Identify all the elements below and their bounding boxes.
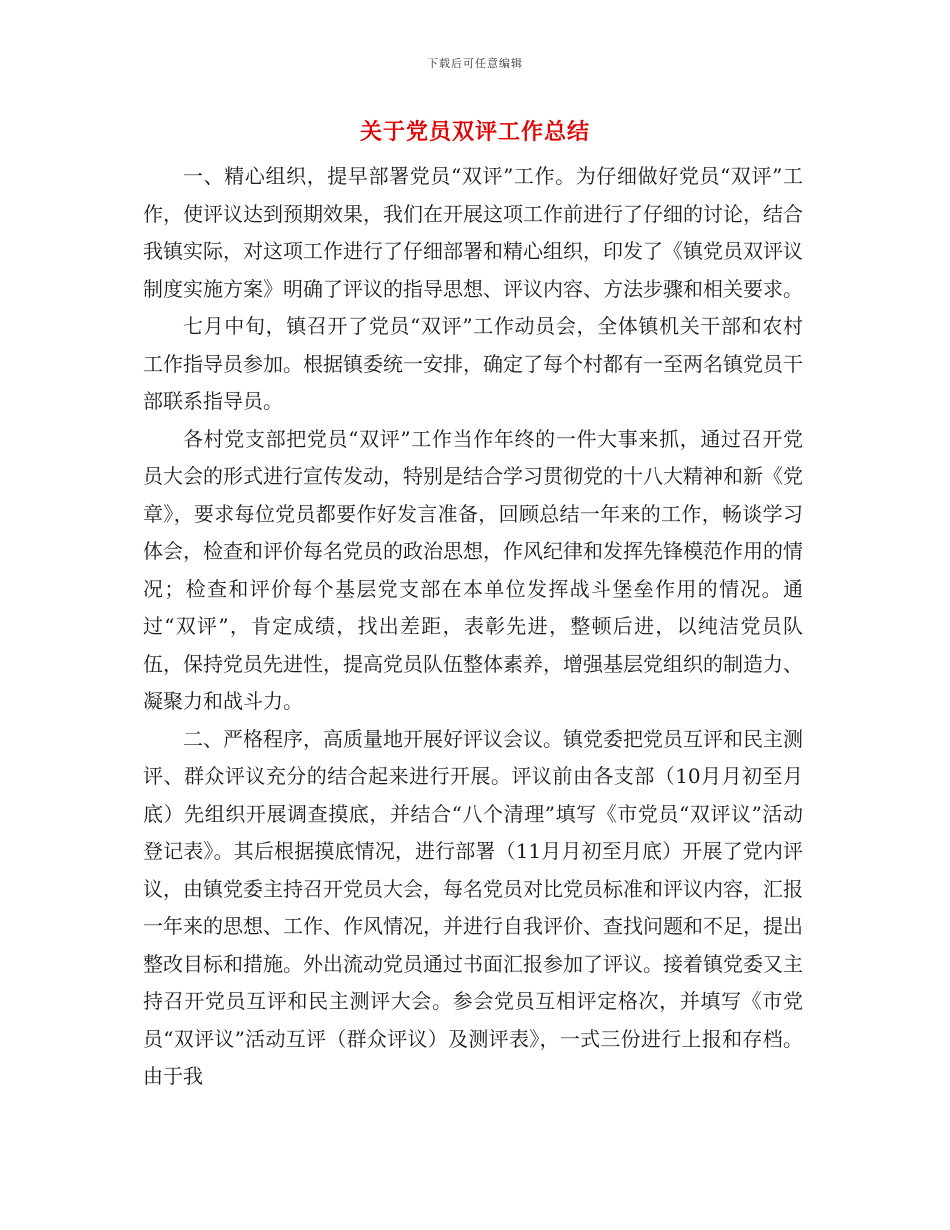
paragraph-2: 七月中旬，镇召开了党员“双评”工作动员会，全体镇机关干部和农村工作指导员参加。根据镇委统一安排，确定了每个村都有一至两名镇党员干部联系指导员。 xyxy=(143,314,803,413)
paragraph-3: 各村党支部把党员“双评”工作当作年终的一件大事来抓，通过召开党员大会的形式进行宣传发动，特别是结合学习贯彻党的十八大精神和新《党章》，要求每位党员都要作好发言准备，回顾总结一年来的工作，畅谈学习体会，检查和评价每名党员的政治思想，作风纪律和发挥先锋模范作用的情况；检查和评价每个基层党支部在本单位发挥战斗堡垒作用的情况。通过“双评”，肯定成绩，找出差距，表彰先进，整顿后进，以纯洁党员队伍，保持党员先进性，提高党员队伍整体素养，增强基层党组织的制造力、凝聚力和战斗力。 xyxy=(143,426,803,713)
paragraph-1: 一、精心组织，提早部署党员“双评”工作。为仔细做好党员“双评”工作，使评议达到预期效果，我们在开展这项工作前进行了仔细的讨论，结合我镇实际，对这项工作进行了仔细部署和精心组织，印发了《镇党员双评议制度实施方案》明确了评议的指导思想、评议内容、方法步骤和相关要求。 xyxy=(143,164,803,301)
document-title: 关于党员双评工作总结 xyxy=(359,120,590,145)
document-body xyxy=(143,158,803,1096)
header-note: 下载后可任意编辑 xyxy=(427,57,523,70)
paragraph-4: 二、严格程序，高质量地开展好评议会议。镇党委把党员互评和民主测评、群众评议充分的结合起来进行开展。评议前由各支部（10月月初至月底）先组织开展调查摸底，并结合“八个清理”填写《市党员“双评议”活动登记表》。其后根据摸底情况，进行部署（11月月初至月底）开展了党内评议，由镇党委主持召开党员大会，每名党员对比党员标准和评议内容，汇报一年来的思想、工作、作风情况，并进行自我评价、查找问题和不足，提出整改目标和措施。外出流动党员通过书面汇报参加了评议。接着镇党委又主持召开党员互评和民主测评大会。参会党员互相评定格次，并填写《市党员“双评议”活动互评（群众评议）及测评表》，一式三份进行上报和存档。由于我 xyxy=(143,726,803,1088)
